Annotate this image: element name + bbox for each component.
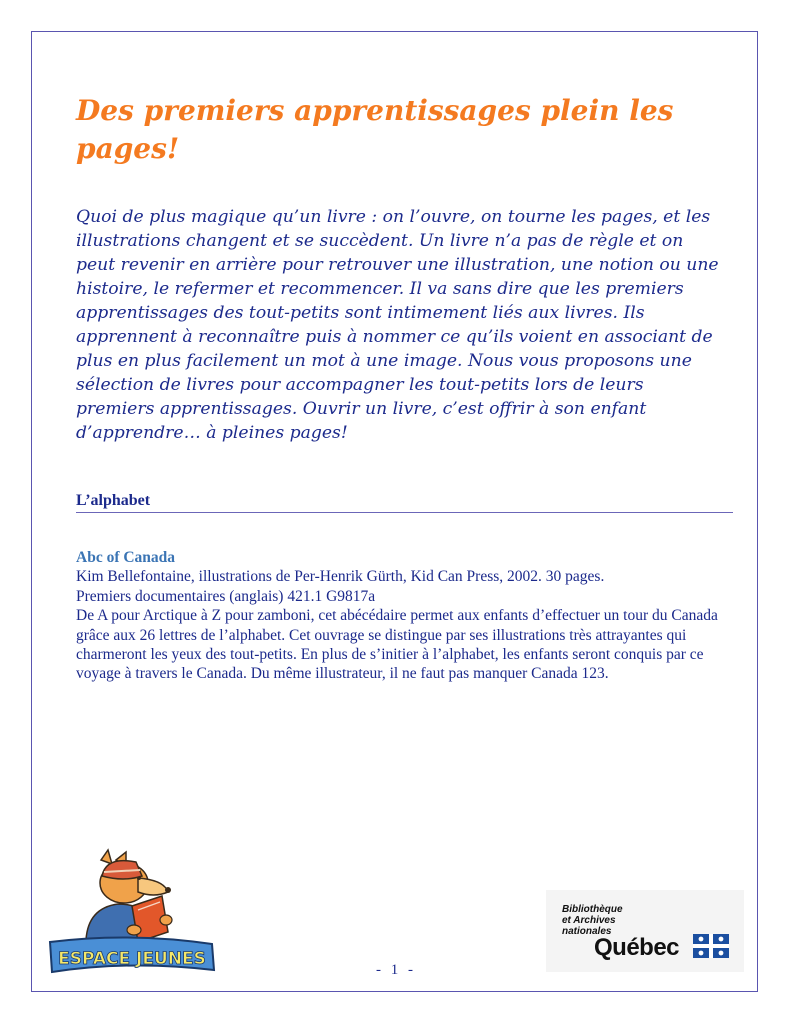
book-title: Abc of Canada (76, 549, 176, 566)
book-classification: Premiers documentaires (anglais) 421.1 G9817a (76, 587, 376, 605)
espace-jeunes-text: ESPACE JEUNES (58, 949, 206, 969)
quebec-wordmark: Québec (594, 934, 680, 961)
quebec-flag-icon (693, 934, 729, 958)
banq-logo (546, 890, 744, 972)
espace-jeunes-logo (46, 848, 218, 978)
page-title: Des premiers apprentissages plein les pages! (76, 94, 674, 165)
intro-paragraph: Quoi de plus magique qu’un livre : on l’ouvre, on tourne les pages, et les illustrations changent et se succèdent. Un livre n’a pas de règle et on peut revenir en arrière pour retrouver une illustration, une notion ou une histoire, le refermer et recommencer. Il va sans dire que les premiers apprentissages des tout-petits sont intimement liés aux livres. Ils apprennent à reconnaître puis à nommer ce qu’ils voient en associant de plus en plus facilement un mot à une image. Nous vous proposons une sélection de livres pour accompagner les tout-petits lors de leurs premiers apprentissages. Ouvrir un livre, c’est offrir à son enfant d’apprendre… à pleines pages! (76, 207, 719, 443)
book-credits: Kim Bellefontaine, illustrations de Per-Henrik Gürth, Kid Can Press, 2002. 30 pages. (76, 568, 605, 586)
page-number: - 1 - (376, 962, 416, 978)
section-divider (76, 512, 733, 513)
book-description: De A pour Arctique à Z pour zamboni, cet abécédaire permet aux enfants d’effectuer un tour du Canada grâce aux 26 lettres de l’alphabet. Cet ouvrage se distingue par ses illustrations très attrayantes qui charmeront les yeux des tout-petits. En plus de s’initier à l’alphabet, les enfants seront conquis par ce voyage à travers le Canada. Du même illustrateur, il ne faut pas manquer Canada 123. (76, 607, 718, 683)
banq-text: Bibliothèque et Archives nationales (562, 904, 623, 937)
section-heading: L’alphabet (76, 492, 151, 509)
book-entry (76, 548, 741, 684)
